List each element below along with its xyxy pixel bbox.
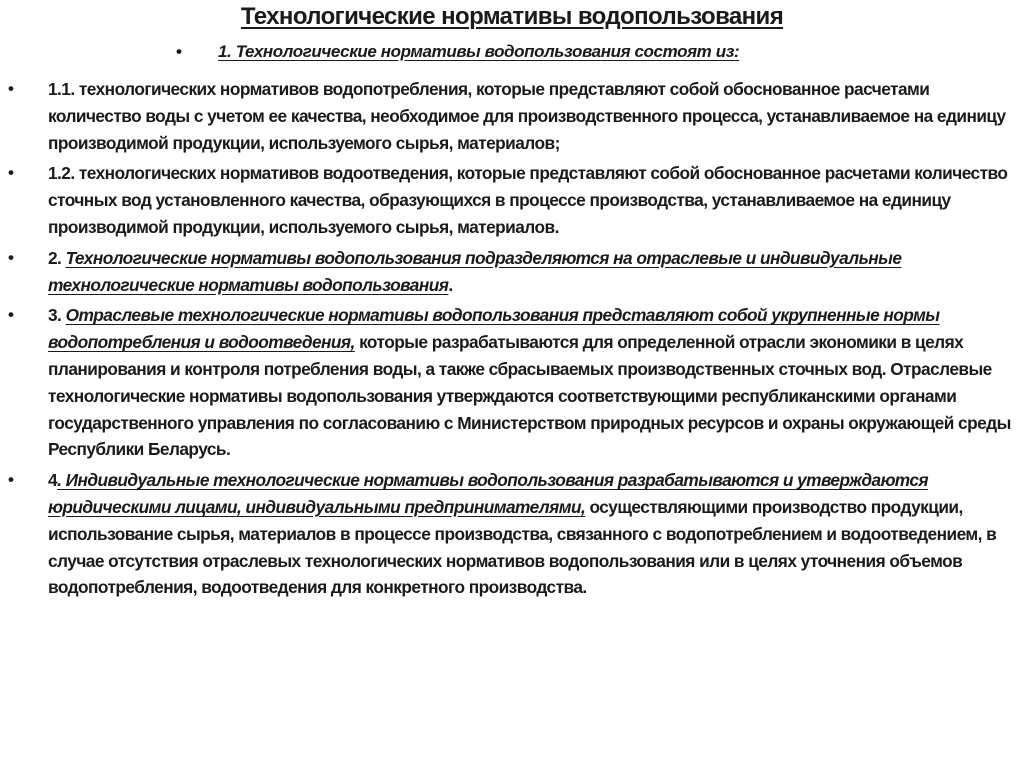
item-text: осуществляющими производство продукции, использование сырья, материалов в процессе производства, связанного с водопотреблением и водоотведением, в случае отсутствия отраслевых технологических нормативов водопользования или в целях уточнения объемов водопотребления, водоотведения для конкретного производства. [48,496,997,598]
item-text: которые разрабатываются для определенной отрасли экономики в целях планирования и контроля потребления воды, а также сбрасываемых производственных сточных вод. Отраслевые технологические нормативы водопользования утверждаются соответствующими республиканскими органами государственного управления по согласованию с Министерством природных ресурсов и охраны окружающей среды Республики Беларусь. [48,332,1011,460]
bullet-icon: • [8,305,14,325]
list-item-2 [0,245,1024,299]
bullet-icon: • [8,79,14,98]
slide-title [0,3,1024,31]
list-item-3 [0,302,1024,463]
item-number: 2. [48,247,66,268]
bullet-icon: • [8,247,14,267]
bullet-icon: • [8,470,14,490]
item-emphasis: Отраслевые технологические нормативы водопользования представляют собой укрупненные нормы водопотребления и водоотведения, [48,305,940,353]
item-emphasis: . Индивидуальные технологические нормативы водопользования разрабатываются и утверждаются юридическими лицами, индивидуальными предпринимателями, [48,470,929,517]
bullet-icon: • [8,163,14,183]
item-text: 1.1. технологических нормативов водопотребления, которые представляют собой обоснованное расчетами количество воды с учетом ее качества, необходимое для производственного процесса, устанавливаемое на единицу производимой продукции, используемого сырья, материалов; [48,79,1006,153]
sub-heading [176,42,739,62]
item-emphasis: Технологические нормативы водопользования подразделяются на отраслевые и индивидуальные технологические нормативы водопользования [48,247,902,295]
list-item-1-2 [0,160,1024,240]
bullet-icon: • [176,42,182,61]
item-number: 3. [48,305,66,326]
item-number: 4 [48,470,58,491]
list-item-4 [0,467,1024,601]
bullet-list [0,76,1024,605]
sub-heading-text: 1. Технологические нормативы водопользования состоят из: [218,42,740,61]
slide-title-text: Технологические нормативы водопользования [240,3,784,30]
item-text: . [448,274,453,295]
list-item-1-1 [0,76,1024,156]
item-text: 1.2. технологических нормативов водоотведения, которые представляют собой обоснованное расчетами количество сточных вод установленного качества, образующихся в процессе производства, устанавливаемое на единицу производимой продукции, используемого сырья, материалов. [48,163,1008,237]
